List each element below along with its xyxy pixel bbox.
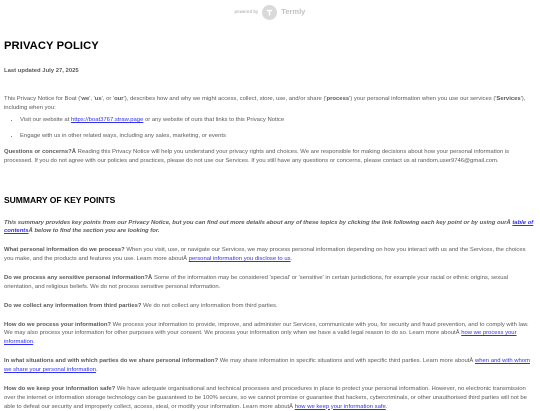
learn-more-link[interactable]: how we process your information (4, 330, 517, 346)
list-item (20, 132, 534, 141)
intro-paragraph (4, 95, 534, 113)
term-services: Services (496, 95, 521, 102)
summary-heading: SUMMARY OF KEY POINTS (4, 194, 116, 205)
termly-brand: Termly (281, 7, 306, 17)
intro-text: ', or ' (101, 95, 115, 102)
bullet-text: Engage with us in other related ways, including any sales, marketing, or events (20, 133, 226, 140)
intro-text: '), describes how and why we might access, collect, store, use, and/or share (' (123, 95, 327, 102)
summary-intro-text: This summary provides key points from our Privacy Notice, but you can find out more details about any of these topics by clicking the link following each key point or by using ourÂ (4, 219, 513, 226)
questions-label: Questions or concerns?Â (4, 149, 78, 156)
website-link[interactable]: https://boat3767.straw.page (70, 117, 144, 124)
summary-point (4, 246, 534, 264)
summary-intro-text: Â below to find the section you are looking for. (28, 228, 160, 235)
bullet-text: or any website of ours that links to this Privacy Notice (143, 117, 285, 124)
bullet-text: Visit our website at (20, 117, 71, 124)
summary-answer: We may share information in specific situations and with specific third parties. Learn more aboutÂ (218, 358, 475, 365)
learn-more-link[interactable]: personal information you disclose to us (188, 256, 291, 263)
summary-answer: When you visit, use, or navigate our Services, we may process personal information depending on how you interact with us and the Services, the choices you make, and the products and features you use. Learn more aboutÂ (4, 247, 526, 263)
summary-question: What personal information do we process? (4, 247, 125, 254)
list-item (20, 116, 534, 125)
questions-text: Reading this Privacy Notice will help you understand your privacy rights and choices. We are responsible for making decisions about how your personal information is processed. If you do not agree with our policies and practices, please do not use our Services. If you still have any questions or concerns, please contact us at random.user9746@gmail.com. (4, 149, 510, 164)
intro-text: ', ' (89, 95, 95, 102)
intro-text: ') your personal information when you use our services (' (349, 95, 497, 102)
questions-paragraph (4, 148, 534, 166)
summary-answer: We process your information to provide, improve, and administer our Services, communicate with you, for security and fraud prevention, and to comply with law. We may also process your information for other purposes with your consent. We process your information only when we have a valid legal reason to do so. Learn more aboutÂ (4, 321, 529, 337)
summary-question: How do we process your information? (4, 321, 112, 328)
summary-answer-end: . (96, 367, 98, 374)
summary-answer: Some of the information may be considered 'special' or 'sensitive' in certain jurisdictions, for example your racial or ethnic origins, sexual orientation, and religious beliefs. We do not process sensitive personal information. (4, 275, 509, 290)
learn-more-link[interactable]: how we keep your information safe (294, 403, 386, 410)
summary-question: In what situations and with which parties do we share personal information? (4, 358, 219, 365)
summary-question: Do we collect any information from third parties? (4, 302, 142, 309)
learn-more-link[interactable]: when and with whom we share your personal information (4, 358, 530, 374)
summary-point (4, 274, 534, 292)
powered-by-label: powered by (234, 8, 259, 14)
summary-point (4, 357, 534, 375)
summary-question: Do we process any sensitive personal information?Â (4, 275, 154, 281)
intro-text: '), including when you: (4, 95, 526, 111)
summary-answer-end: . (385, 403, 388, 410)
page-title: PRIVACY POLICY (4, 40, 99, 52)
term-us: us (94, 95, 102, 102)
summary-point (4, 321, 534, 348)
summary-answer-end: . (33, 339, 35, 346)
term-we: we (81, 95, 90, 102)
summary-point (4, 385, 534, 411)
summary-answer-end: . (290, 256, 293, 263)
intro-text: This Privacy Notice for Boat (' (4, 95, 82, 102)
term-our: our (114, 95, 124, 102)
summary-question: How do we keep your information safe? (4, 385, 116, 392)
summary-answer: We do not collect any information from third parties. (141, 302, 278, 309)
summary-intro (4, 219, 534, 237)
summary-point (4, 302, 534, 311)
summary-answer: We have adequate organisational and technical processes and procedures in place to protect your personal information. However, no electronic transmission over the internet or information storage technology can be guaranteed to be 100% secure, so we cannot promise or guarantee that hackers, cybercriminals, or other unauthorised third parties will not be able to defeat our security and improperly collect, access, steal, or modify your information. Learn more aboutÂ (4, 385, 527, 410)
table-of-contents-link[interactable]: table of contents (4, 219, 534, 235)
powered-by-badge[interactable] (0, 4, 540, 20)
services-list (4, 116, 534, 141)
term-process: process (326, 95, 350, 102)
termly-logo-icon (262, 5, 277, 20)
last-updated: Last updated July 27, 2025 (4, 67, 79, 74)
policy-content (4, 38, 534, 411)
